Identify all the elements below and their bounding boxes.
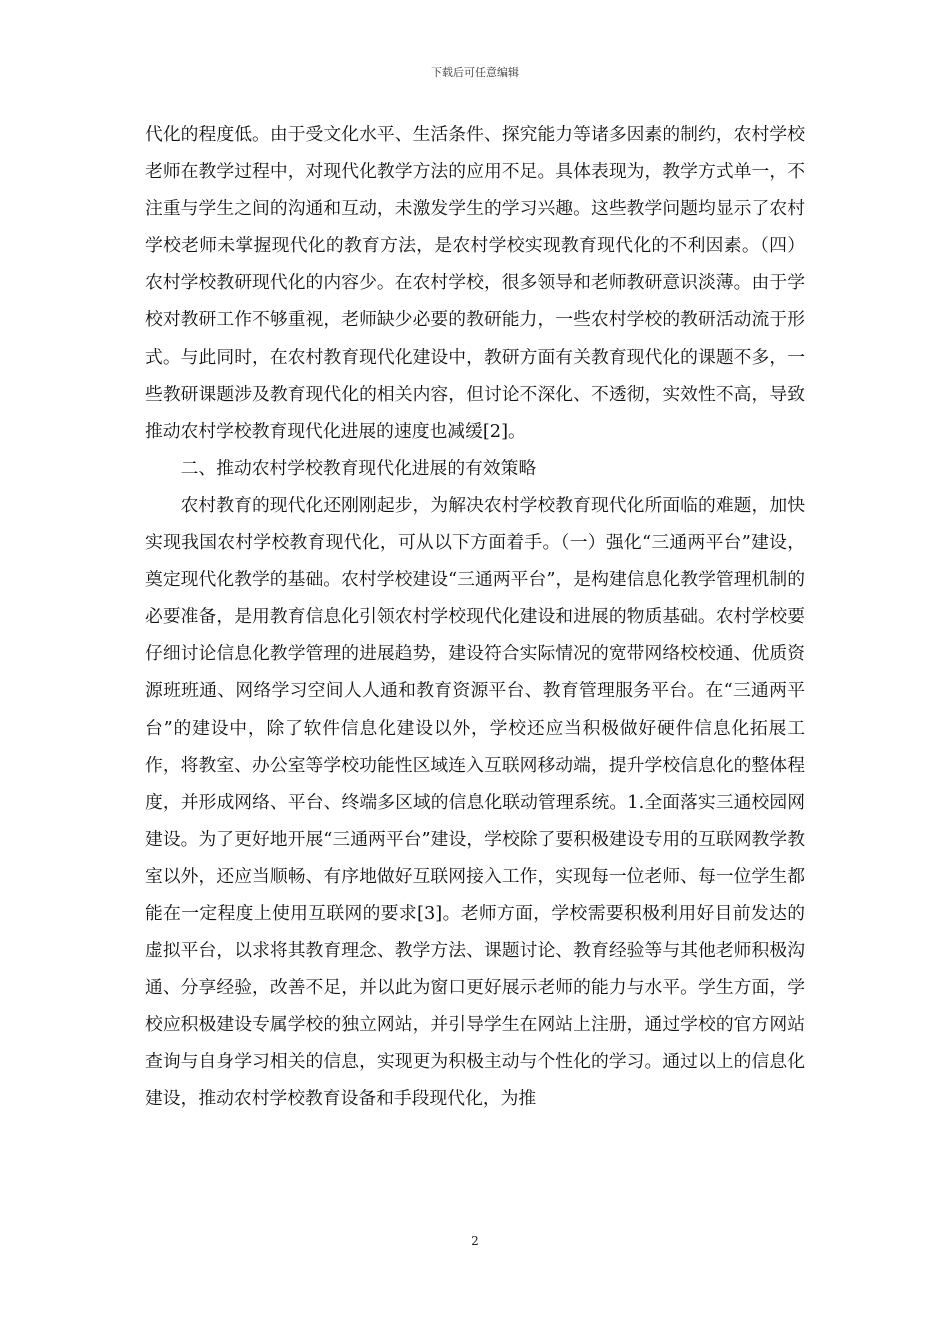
document-body	[145, 116, 805, 1118]
page-header: 下载后可任意编辑	[431, 66, 519, 79]
body-paragraph: 农村教育的现代化还刚刚起步，为解决农村学校教育现代化所面临的难题，加快实现我国农村学校教育现代化，可从以下方面着手。（一）强化“三通两平台”建设，奠定现代化教学的基础。农村学校建设“三通两平台”，是构建信息化教学管理机制的必要准备，是用教育信息化引领农村学校现代化建设和进展的物质基础。农村学校要仔细讨论信息化教学管理的进展趋势，建设符合实际情况的宽带网络校校通、优质资源班班通、网络学习空间人人通和教育资源平台、教育管理服务平台。在“三通两平台”的建设中，除了软件信息化建设以外，学校还应当积极做好硬件信息化拓展工作，将教室、办公室等学校功能性区域连入互联网移动端，提升学校信息化的整体程度，并形成网络、平台、终端多区域的信息化联动管理系统。1.全面落实三通校园网建设。为了更好地开展“三通两平台”建设，学校除了要积极建设专用的互联网教学教室以外，还应当顺畅、有序地做好互联网接入工作，实现每一位老师、每一位学生都能在一定程度上使用互联网的要求[3]。老师方面，学校需要积极利用好目前发达的虚拟平台，以求将其教育理念、教学方法、课题讨论、教育经验等与其他老师积极沟通、分享经验，改善不足，并以此为窗口更好展示老师的能力与水平。学生方面，学校应积极建设专属学校的独立网站，并引导学生在网站上注册，通过学校的官方网站查询与自身学习相关的信息，实现更为积极主动与个性化的学习。通过以上的信息化建设，推动农村学校教育设备和手段现代化，为推	[145, 494, 805, 1110]
section-heading: 二、推动农村学校教育现代化进展的有效策略	[180, 457, 537, 479]
body-paragraph: 代化的程度低。由于受文化水平、生活条件、探究能力等诸多因素的制约，农村学校老师在教学过程中，对现代化教学方法的应用不足。具体表现为，教学方式单一，不注重与学生之间的沟通和互动，未激发学生的学习兴趣。这些教学问题均显示了农村学校老师未掌握现代化的教育方法，是农村学校实现教育现代化的不利因素。（四）农村学校教研现代化的内容少。在农村学校，很多领导和老师教研意识淡薄。由于学校对教研工作不够重视，老师缺少必要的教研能力，一些农村学校的教研活动流于形式。与此同时，在农村教育现代化建设中，教研方面有关教育现代化的课题不多，一些教研课题涉及教育现代化的相关内容，但讨论不深化、不透彻，实效性不高，导致推动农村学校教育现代化进展的速度也减缓[2]。	[145, 124, 805, 442]
page-number: 2	[471, 1234, 479, 1248]
